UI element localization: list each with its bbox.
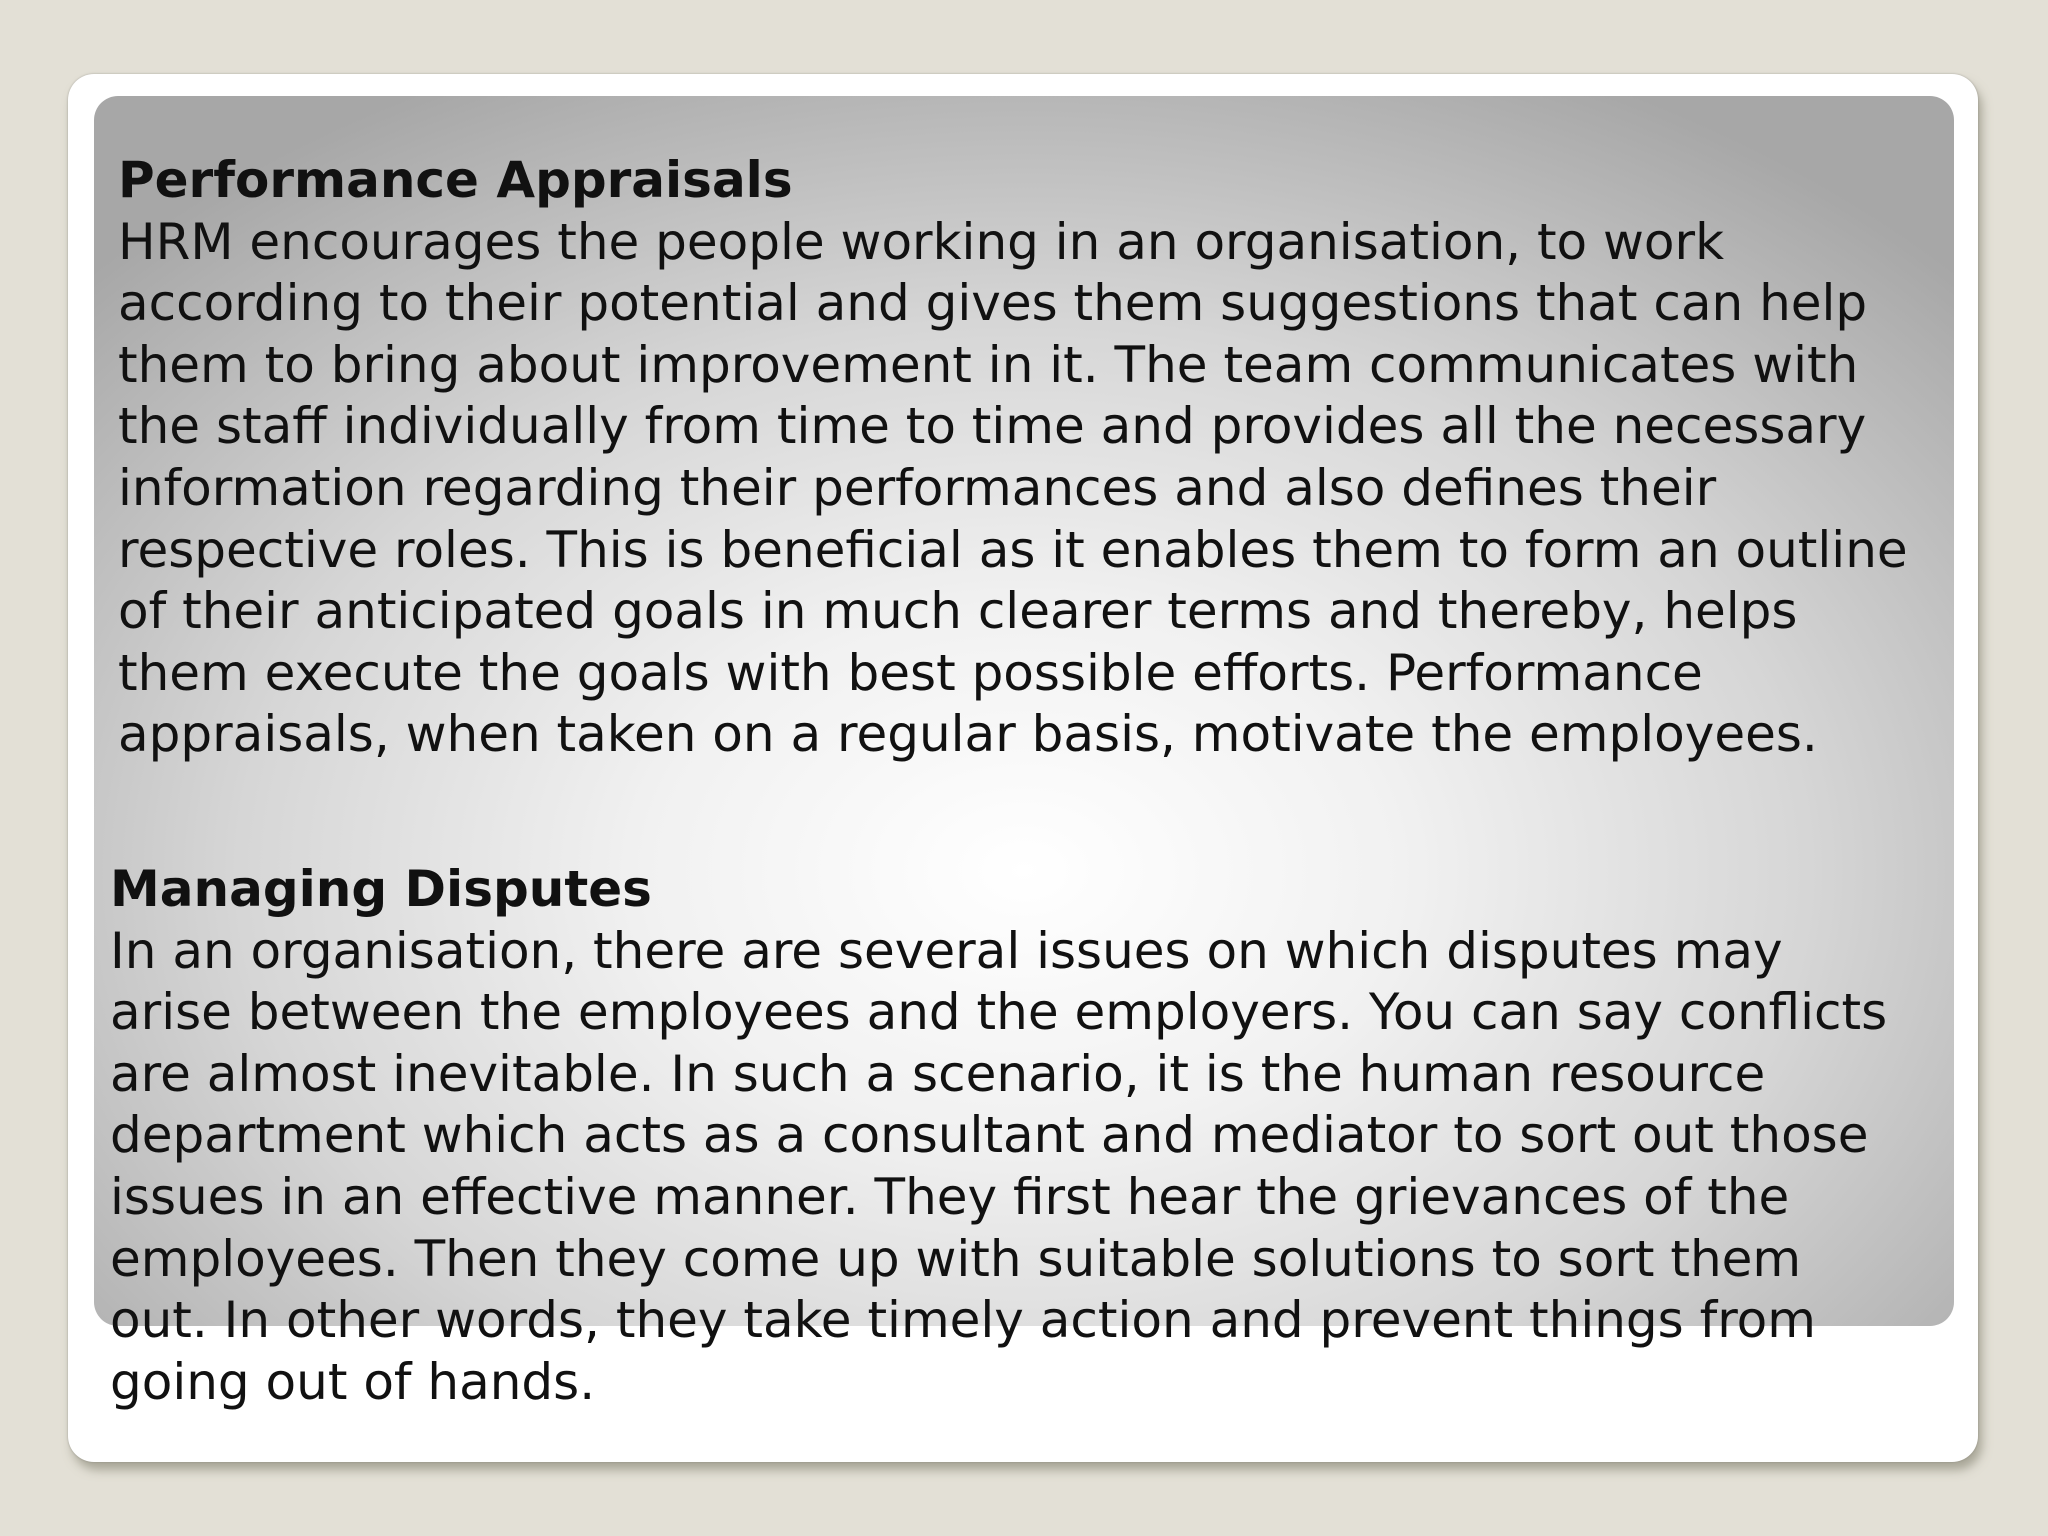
- body-line: arise between the employees and the employers. You can say conflicts: [110, 983, 1888, 1042]
- body-line: going out of hands.: [110, 1352, 596, 1411]
- body-line: according to their potential and gives them suggestions that can help: [118, 274, 1868, 333]
- body-line: In an organisation, there are several issues on which disputes may: [110, 921, 1783, 980]
- section-heading: Performance Appraisals: [118, 151, 793, 209]
- body-line: them to bring about improvement in it. The team communicates with: [118, 335, 1859, 394]
- body-line: respective roles. This is beneficial as it enables them to form an outline: [118, 520, 1908, 579]
- body-line: HRM encourages the people working in an organisation, to work: [118, 212, 1725, 271]
- body-line: appraisals, when taken on a regular basis, motivate the employees.: [118, 705, 1818, 764]
- body-line: out. In other words, they take timely action and prevent things from: [110, 1291, 1816, 1350]
- body-line: are almost inevitable. In such a scenario, it is the human resource: [110, 1044, 1766, 1103]
- body-line: issues in an effective manner. They first hear the grievances of the: [110, 1167, 1790, 1226]
- section-managing-disputes: [110, 859, 1960, 1413]
- body-line: employees. Then they come up with suitable solutions to sort them: [110, 1229, 1802, 1288]
- body-line: department which acts as a consultant and mediator to sort out those: [110, 1106, 1869, 1165]
- section-heading: Managing Disputes: [110, 860, 652, 918]
- body-line: them execute the goals with best possible efforts. Performance: [118, 643, 1703, 702]
- body-line: the staff individually from time to time and provides all the necessary: [118, 397, 1867, 456]
- section-body: [118, 212, 1978, 766]
- section-body: [110, 921, 1960, 1414]
- body-line: information regarding their performances and also defines their: [118, 458, 1717, 517]
- section-performance-appraisals: [118, 150, 1978, 766]
- body-line: of their anticipated goals in much clearer terms and thereby, helps: [118, 582, 1798, 641]
